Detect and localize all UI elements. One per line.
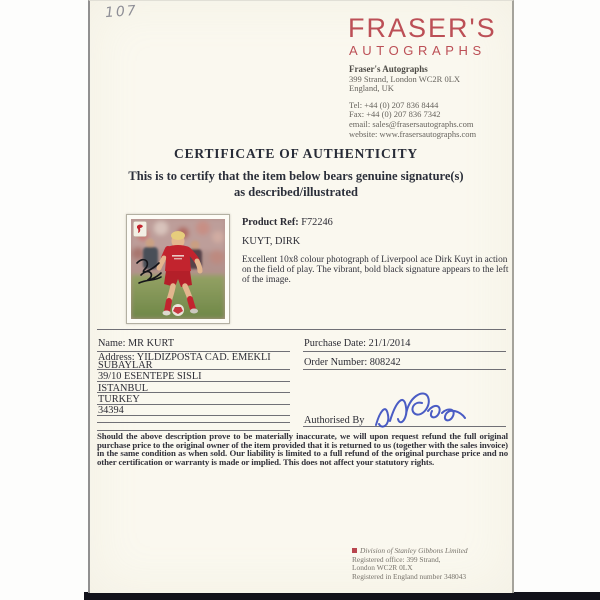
order-number-line: Order Number: 808242 xyxy=(304,356,401,368)
buyer-name-line: Name: MR KURT xyxy=(98,338,175,349)
rule-purchase-date xyxy=(303,351,506,352)
product-description: Excellent 10x8 colour photograph of Liverpool ace Dirk Kuyt in action on the field of play. The vibrant, bold black signature appears to the left of the image. xyxy=(242,255,509,286)
letterhead-fax: Fax: +44 (0) 207 836 7342 xyxy=(349,109,441,120)
disclaimer-text: Should the above description prove to be materially inaccurate, we will upon request refund the full original purchase price to the original owner of the item provided that it is returned to us (together with the sales invoice) in the same condition as when sold. Our liability is limited to a full refund of the original purchase price and no other certification or warranty is made or implied. This does not affect your statutory rights. xyxy=(97,431,508,468)
liverpool-crest-icon xyxy=(134,222,147,237)
authorised-signature-icon xyxy=(366,387,481,431)
football xyxy=(172,304,184,316)
stanley-gibbons-logo-icon xyxy=(352,548,357,553)
letterhead-email: email: sales@frasersautographs.com xyxy=(349,118,474,129)
handwritten-number: 107 xyxy=(104,2,139,22)
registration-line: Registered in England number 348043 xyxy=(352,571,467,581)
rule-order-number xyxy=(303,369,506,370)
brand-wordmark-frasers: FRASER'S xyxy=(348,13,497,43)
certificate-statement-line1: This is to certify that the item below bears genuine signature(s) xyxy=(128,169,464,183)
purchase-date-line: Purchase Date: 21/1/2014 xyxy=(304,338,411,349)
buyer-address-line: 39/10 ESENTEPE SISLI xyxy=(98,371,202,382)
photo-dirk-kuyt xyxy=(131,219,225,319)
letterhead-tel: Tel: +44 (0) 207 836 8444 xyxy=(349,99,439,110)
buyer-address-line: ISTANBUL xyxy=(98,382,149,394)
rule-table-top xyxy=(97,329,506,330)
letterhead-address-line: England, UK xyxy=(349,83,394,94)
rule-blank-1 xyxy=(97,422,290,423)
product-subject: KUYT, DIRK xyxy=(242,236,301,247)
letterhead-website: website: www.frasersautographs.com xyxy=(349,128,477,139)
registration-line: London WC2R 0LX xyxy=(352,563,413,573)
letterhead-address-block xyxy=(349,65,476,139)
authorised-by-label: Authorised By xyxy=(304,415,365,426)
buyer-address-label-line: Address: YILDIZPOSTA CAD. EMEKLI xyxy=(98,351,271,363)
certificate-title: CERTIFICATE OF AUTHENTICITY xyxy=(174,146,418,161)
product-ref-value: F72246 xyxy=(301,217,333,228)
buyer-address-line: 34394 xyxy=(98,405,124,416)
letterhead-address-line: 399 Strand, London WC2R 0LX xyxy=(349,73,461,84)
letterhead-company-name: Fraser's Autographs xyxy=(349,64,428,74)
buyer-address-line: SUBAYLAR xyxy=(98,359,153,371)
brand-wordmark-autographs: AUTOGRAPHS xyxy=(349,43,486,58)
registration-line: Registered office: 399 Strand, xyxy=(352,554,441,564)
scan-background-bar xyxy=(84,592,600,600)
buyer-address-line: TURKEY xyxy=(98,393,140,405)
certificate-statement-line2: as described/illustrated xyxy=(234,185,358,199)
certificate-paper xyxy=(88,0,514,593)
registration-block xyxy=(352,547,468,581)
rule-address-5 xyxy=(97,415,290,416)
division-line-text: Division of Stanley Gibbons Limited xyxy=(360,546,468,555)
product-ref-line xyxy=(242,217,333,228)
signed-photo-frame xyxy=(126,214,230,324)
product-ref-label: Product Ref: xyxy=(242,217,299,228)
